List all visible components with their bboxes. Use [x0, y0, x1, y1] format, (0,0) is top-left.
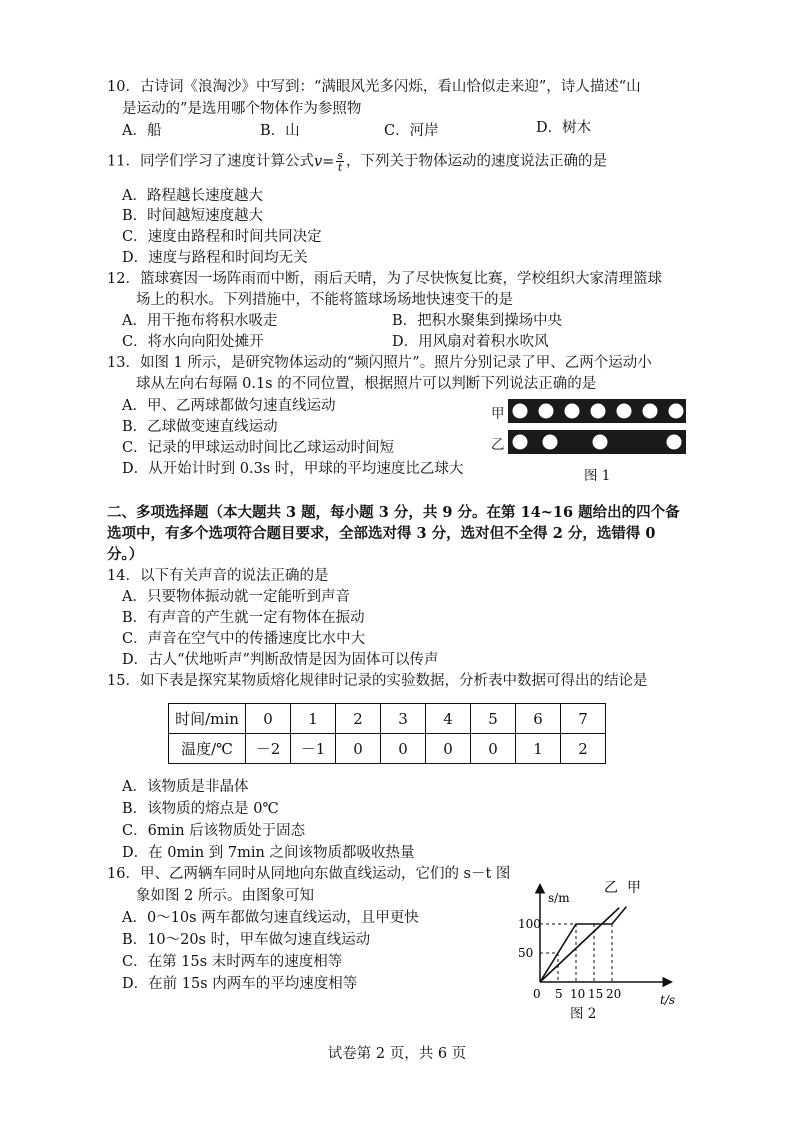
y-tick-label-50: 50	[518, 946, 534, 960]
q12-option-c: C．将水向向阳处摊开	[122, 334, 264, 350]
q15-option-c: C．6min 后该物质处于固态	[122, 823, 306, 839]
table-cell: 0	[381, 734, 426, 764]
st-graph	[500, 870, 690, 1020]
section2-line1: 二、多项选择题（本大题共 3 题，每小题 3 分，共 9 分。在第 14~16 题给出的四个备	[107, 504, 680, 521]
q10-line2: 是运动的”是选用哪个物体作为参照物	[122, 101, 362, 117]
q11-option-a: A．路程越长速度越大	[122, 188, 263, 204]
q11-stem-after: ，下列关于物体运动的速度说法正确的是	[345, 153, 607, 170]
q14-option-c: C．声音在空气中的传播速度比水中大	[122, 631, 366, 647]
q16-line2: 象如图 2 所示。由图象可知	[136, 888, 314, 904]
q13-option-c: C．记录的甲球运动时间比乙球运动时间短	[122, 440, 395, 456]
jia-ball-7	[669, 404, 684, 419]
page-footer: 试卷第 2 页，共 6 页	[327, 1046, 467, 1062]
q14-stem: 14．以下有关声音的说法正确的是	[107, 568, 329, 584]
jia-ball-2	[539, 404, 554, 419]
table-cell: 0	[471, 734, 516, 764]
table-cell: 7	[561, 704, 606, 734]
q11-stem-before: 11．同学们学习了速度计算公式	[107, 153, 314, 170]
q12-option-a: A．用干拖布将积水吸走	[122, 313, 278, 329]
table-cell: 3	[381, 704, 426, 734]
q12-line1: 12．篮球赛因一场阵雨而中断，雨后天晴，为了尽快恢复比赛，学校组织大家清理篮球	[107, 271, 662, 287]
q11-stem	[107, 150, 607, 173]
flash-photo-figure	[508, 396, 688, 458]
section2-line3: 分。）	[107, 546, 144, 563]
q13-option-d: D．从开始计时到 0.3s 时，甲球的平均速度比乙球大	[122, 461, 464, 477]
jia-ball-1	[513, 404, 528, 419]
q15-option-d: D．在 0min 到 7min 之间该物质都吸收热量	[122, 845, 415, 861]
table-cell: 1	[516, 734, 561, 764]
x-axis-label: t/s	[660, 993, 676, 1007]
q16-option-d: D．在前 15s 内两车的平均速度相等	[122, 976, 358, 992]
q16-line1: 16．甲、乙两辆车同时从同地向东做直线运动，它们的 s－t 图	[107, 866, 511, 882]
table-header-temperature: 温度/℃	[169, 734, 246, 764]
series-line-yi	[540, 908, 619, 982]
q10-option-c: C．河岸	[384, 123, 439, 139]
q14-option-d: D．古人“伏地听声”判断敌情是因为固体可以传声	[122, 652, 439, 668]
yi-ball-1	[513, 435, 528, 450]
q10-option-a: A．船	[122, 123, 162, 139]
section2-line2: 选项中，有多个选项符合题目要求，全部选对得 3 分，选对但不全得 2 分，选错得 0	[107, 525, 656, 542]
q11-option-d: D．速度与路程和时间均无关	[122, 250, 308, 266]
yi-ball-3	[593, 435, 608, 450]
fig1-label-jia: 甲	[491, 406, 505, 422]
fig2-caption: 图 2	[570, 1006, 597, 1022]
label-jia: 甲	[627, 880, 641, 896]
table-cell: 1	[291, 704, 336, 734]
q11-formula	[313, 149, 346, 174]
x-tick-label-20: 20	[606, 987, 622, 1001]
table-cell: －2	[246, 734, 291, 764]
y-axis-label: s/m	[548, 891, 570, 905]
table-header-time: 时间/min	[169, 704, 246, 734]
yi-ball-4	[667, 435, 682, 450]
formula-fraction	[336, 150, 344, 173]
q10-option-b: B．山	[260, 123, 300, 139]
y-tick-label-100: 100	[518, 917, 541, 931]
table-cell: 0	[336, 734, 381, 764]
q16-option-a: A．0～10s 两车都做匀速直线运动，且甲更快	[122, 910, 419, 926]
q16-option-c: C．在第 15s 末时两车的速度相等	[122, 954, 343, 970]
q14-option-b: B．有声音的产生就一定有物体在振动	[122, 610, 365, 626]
q15-option-b: B．该物质的熔点是 0℃	[122, 801, 279, 817]
jia-ball-6	[643, 404, 658, 419]
label-yi: 乙	[604, 880, 618, 896]
formula-v: v=	[313, 153, 335, 170]
fig1-label-yi: 乙	[491, 437, 505, 453]
q11-option-b: B．时间越短速度越大	[122, 208, 264, 224]
formula-denominator: t	[337, 161, 343, 174]
formula-numerator: s	[337, 149, 343, 162]
q12-option-b: B．把积水聚集到操场中央	[392, 313, 563, 329]
x-tick-label-0: 0	[533, 987, 541, 1001]
table-cell: 2	[336, 704, 381, 734]
q12-option-d: D．用风扇对着积水吹风	[392, 334, 549, 350]
table-cell: 2	[561, 734, 606, 764]
q10-line1: 10．古诗词《浪淘沙》中写到：“满眼风光多闪烁，看山恰似走来迎”，诗人描述“山	[107, 79, 641, 95]
q13-line2: 球从左向右每隔 0.1s 的不同位置，根据照片可以判断下列说法正确的是	[136, 376, 597, 392]
melting-data-table	[168, 703, 606, 764]
q13-option-a: A．甲、乙两球都做匀速直线运动	[122, 398, 336, 414]
yi-ball-2	[543, 435, 558, 450]
x-tick-label-5: 5	[555, 987, 563, 1001]
q14-option-a: A．只要物体振动就一定能听到声音	[122, 589, 350, 605]
x-tick-label-10: 10	[570, 987, 586, 1001]
q15-option-a: A．该物质是非晶体	[122, 779, 249, 795]
q15-stem: 15．如下表是探究某物质熔化规律时记录的实验数据，分析表中数据可得出的结论是	[107, 673, 648, 689]
fig1-caption: 图 1	[584, 468, 611, 484]
x-tick-label-15: 15	[588, 987, 604, 1001]
jia-ball-5	[617, 404, 632, 419]
q13-option-b: B．乙球做变速直线运动	[122, 419, 278, 435]
q16-option-b: B．10～20s 时，甲车做匀速直线运动	[122, 932, 371, 948]
table-cell: 5	[471, 704, 516, 734]
table-cell: －1	[291, 734, 336, 764]
table-cell: 0	[426, 734, 471, 764]
table-row-time	[169, 704, 606, 734]
table-cell: 0	[246, 704, 291, 734]
q13-line1: 13．如图 1 所示，是研究物体运动的“频闪照片”。照片分别记录了甲、乙两个运动小	[107, 355, 652, 371]
table-cell: 4	[426, 704, 471, 734]
jia-ball-4	[591, 404, 606, 419]
table-row-temperature	[169, 734, 606, 764]
q11-option-c: C．速度由路程和时间共同决定	[122, 229, 322, 245]
jia-ball-3	[565, 404, 580, 419]
table-cell: 6	[516, 704, 561, 734]
q10-option-d: D．树木	[536, 120, 592, 136]
q12-line2: 场上的积水。下列措施中，不能将篮球场场地快速变干的是	[136, 292, 513, 308]
